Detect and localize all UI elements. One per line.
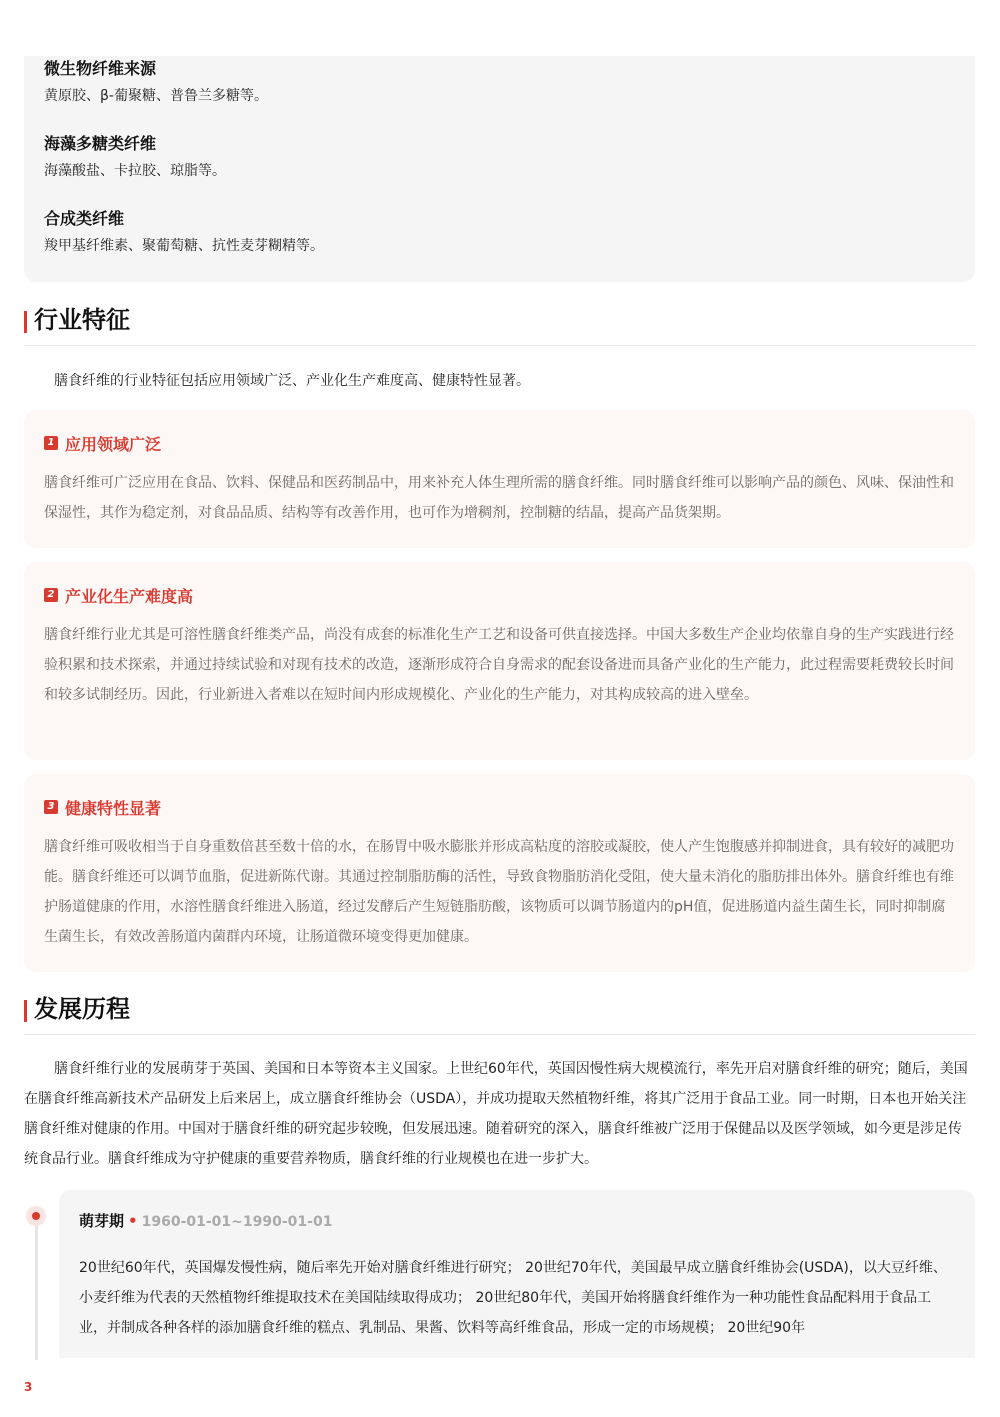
- stage-name: 萌芽期: [79, 1212, 125, 1230]
- stage-header: [79, 1210, 332, 1233]
- timeline-line: [35, 1222, 38, 1360]
- section-header-features: [24, 298, 975, 346]
- feature-card-header: [44, 584, 193, 606]
- section-accent-bar: [24, 1000, 27, 1022]
- source-title: 微生物纤维来源: [44, 59, 157, 78]
- fiber-sources-box: [24, 56, 975, 282]
- number-badge-icon: 1: [44, 436, 58, 450]
- features-intro: 膳食纤维的行业特征包括应用领域广泛、产业化生产难度高、健康特性显著。: [54, 373, 530, 389]
- stage-date-range: 1960-01-01~1990-01-01: [141, 1214, 333, 1230]
- feature-card-title: 健康特性显著: [65, 798, 162, 818]
- stage-body: 20世纪60年代，英国爆发慢性病，随后率先开始对膳食纤维进行研究； 20世纪70年代，美国最早成立膳食纤维协会(USDA)，以大豆纤维、小麦纤维为代表的天然植物纤维提取技术在美国陆续取得成功； 20世纪80年代，美国开始将膳食纤维作为一种功能性食品配料用于食品工业，并制成各种各样的添加膳食纤维的糕点、乳制品、果酱、饮料等高纤维食品，形成一定的市场规模； 20世纪90年: [79, 1260, 947, 1336]
- source-title: 海藻多糖类纤维: [44, 134, 157, 153]
- feature-card-body: 膳食纤维可广泛应用在食品、饮料、保健品和医药制品中，用来补充人体生理所需的膳食纤维。同时膳食纤维可以影响产品的颜色、风味、保油性和保湿性，其作为稳定剂，对食品品质、结构等有改善作用，也可作为增稠剂，控制糖的结晶，提高产品货架期。: [44, 475, 954, 521]
- timeline-stage-card: [59, 1190, 975, 1358]
- stage-separator-icon: •: [128, 1212, 138, 1230]
- source-item: [44, 58, 268, 106]
- section-header-history: [24, 987, 975, 1035]
- number-badge-icon: 2: [44, 588, 58, 602]
- history-intro: 膳食纤维行业的发展萌芽于英国、美国和日本等资本主义国家。上世纪60年代，英国因慢性病大规模流行，率先开启对膳食纤维的研究；随后，美国在膳食纤维高新技术产品研发上后来居上，成立膳食纤维协会（USDA），并成功提取天然植物纤维，将其广泛用于食品工业。同一时期，日本也开始关注膳食纤维对健康的作用。中国对于膳食纤维的研究起步较晚，但发展迅速。随着研究的深入，膳食纤维被广泛用于保健品以及医学领域，如今更是涉足传统食品行业。膳食纤维成为守护健康的重要营养物质，膳食纤维的行业规模也在进一步扩大。: [24, 1061, 968, 1167]
- feature-card-title: 产业化生产难度高: [65, 586, 194, 606]
- feature-card-header: [44, 432, 161, 454]
- timeline-dot-icon: [26, 1206, 46, 1226]
- feature-card-title: 应用领域广泛: [65, 434, 162, 454]
- number-badge-icon: 3: [44, 800, 58, 814]
- section-accent-bar: [24, 311, 27, 333]
- page-number: 3: [24, 1380, 33, 1394]
- source-title: 合成类纤维: [44, 209, 125, 228]
- source-item: [44, 133, 226, 181]
- source-desc: 羧甲基纤维素、聚葡萄糖、抗性麦芽糊精等。: [44, 238, 324, 254]
- source-desc: 黄原胶、β-葡聚糖、普鲁兰多糖等。: [44, 88, 268, 104]
- feature-card-body: 膳食纤维可吸收相当于自身重数倍甚至数十倍的水，在肠胃中吸水膨胀并形成高粘度的溶胶或凝胶，使人产生饱腹感并抑制进食，具有较好的减肥功能。膳食纤维还可以调节血脂，促进新陈代谢。其通过控制脂肪酶的活性，导致食物脂肪消化受阻，使大量未消化的脂肪排出体外。膳食纤维也有维护肠道健康的作用，水溶性膳食纤维进入肠道，经过发酵后产生短链脂肪酸，该物质可以调节肠道内的pH值，促进肠道内益生菌生长，同时抑制腐生菌生长，有效改善肠道内菌群内环境，让肠道微环境变得更加健康。: [44, 839, 954, 945]
- feature-card: [24, 774, 975, 972]
- feature-card-body: 膳食纤维行业尤其是可溶性膳食纤维类产品，尚没有成套的标准化生产工艺和设备可供直接选择。中国大多数生产企业均依靠自身的生产实践进行经验积累和技术探索，并通过持续试验和对现有技术的改造，逐渐形成符合自身需求的配套设备进而具备产业化的生产能力，此过程需要耗费较长时间和较多试制经历。因此，行业新进入者难以在短时间内形成规模化、产业化的生产能力，对其构成较高的进入壁垒。: [44, 627, 954, 703]
- timeline-dot-core: [32, 1212, 40, 1220]
- section-title: 发展历程: [34, 995, 130, 1023]
- feature-card: [24, 562, 975, 760]
- feature-card: [24, 410, 975, 548]
- feature-card-header: [44, 796, 161, 818]
- source-item: [44, 208, 324, 256]
- source-desc: 海藻酸盐、卡拉胶、琼脂等。: [44, 163, 226, 179]
- section-title: 行业特征: [34, 306, 130, 334]
